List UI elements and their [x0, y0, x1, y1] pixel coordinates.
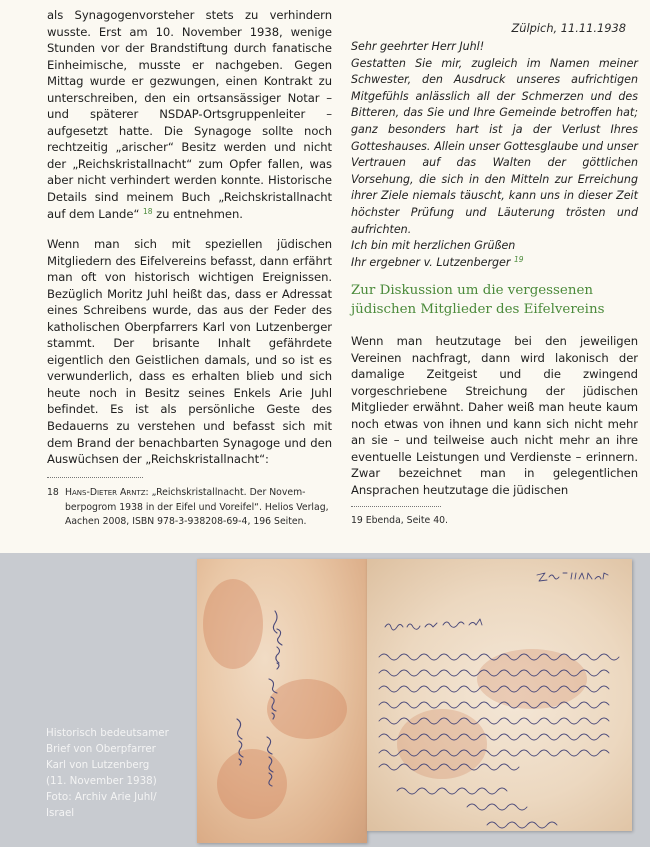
- caption-line: Foto: Archiv Arie Juhl/: [46, 791, 157, 803]
- footnote-ref-19[interactable]: 19: [513, 254, 524, 264]
- footnote-divider-left: [47, 477, 143, 478]
- envelope-handwriting: [197, 559, 367, 843]
- footnote-18: [47, 486, 337, 530]
- footnote-ref-18[interactable]: 18: [143, 206, 153, 216]
- caption-line: Brief von Oberpfarrer: [46, 743, 156, 755]
- footnote-number: 18: [47, 487, 59, 498]
- section-heading-line-1: Zur Diskussion um die vergessenen: [351, 283, 594, 298]
- letter-date: Zülpich, 11.11.1938: [511, 21, 626, 35]
- photo-caption: [46, 725, 196, 821]
- body-paragraph-2: Wenn man sich mit speziellen jüdischen Mitgliedern des Eifelvereins befasst, dann erfährt man oft von historisch wichtigen Ereignissen. Bezüglich Moritz Juhl heißt das, dass er Adressat eines Schreibens wurde, das aus der Feder des katholischen Oberpfarrers Karl von Lutzenberger stammt. Der brisante Inhalt gefährdete eigentlich den Geistlichen damals, und so ist es verwunderlich, dass es erhalten blieb und sich heute noch in Besitz seines Enkels Arie Juhl befindet. Es ist als persönliche Geste des Bedauerns zu verstehen und befasst sich mit dem Brand der benachbarten Synagoge und den Auswüchsen der „Reichskristallnacht“:: [47, 237, 332, 467]
- footnote-line-1: : „Reichskristallnacht. Der Novem-: [145, 487, 306, 498]
- caption-line: Karl von Lutzenberg: [46, 759, 150, 771]
- letter-salutation: Sehr geehrter Herr Juhl!: [351, 40, 485, 53]
- letter-signature-line: [351, 255, 638, 272]
- letter-body: Gestatten Sie mir, zugleich im Namen meiner Schwester, den Ausdruck unseres aufrichtigen Mitgefühls anlässlich all der Schmerzen und des Bitteren, das Sie und Ihre Gemeinde betroffen hat; ganz besonders hart ist ja der Verlust Ihres Gotteshauses. Allein unser Gottesglaube und unser Vertrauen auf das Walten der göttlichen Vorsehung, die sich in den Mitteln zur Erreichung ihrer Ziele niemals täuscht, kann uns in dieser Zeit höchster Prüfung und Läuterung trösten und aufrichten.: [351, 56, 638, 236]
- body-paragraph-3: Wenn man heutzutage bei den jeweiligen Vereinen nachfragt, dann wird lakonisch der damalige Zeitgeist und die zwingend vorgeschriebene Streichung der jüdischen Mitglieder erwähnt. Daher weiß man heute kaum noch etwas von ihnen und kann sich nicht mehr an sie – und teilweise auch nicht mehr an ihre eventuelle Leistungen und Verdienste – erinnern. Zwar bezeichnet man in gelegentlichen Ansprachen heutzutage die jüdischen: [351, 334, 638, 497]
- caption-line: Israel: [46, 807, 75, 819]
- handwritten-letter-photo: [367, 559, 632, 831]
- footnote-19: 19 Ebenda, Seite 40.: [351, 515, 448, 526]
- letter-quote: [351, 39, 638, 271]
- body-paragraph-1-tail: zu entnehmen.: [152, 206, 243, 221]
- caption-line: (11. November 1938): [46, 775, 157, 787]
- section-heading-line-2: jüdischen Mitglieder des Eifelvereins: [351, 301, 605, 317]
- section-heading: [351, 282, 638, 319]
- letter-signature: Ihr ergebner v. Lutzenberger: [351, 255, 511, 269]
- letter-closing: Ich bin mit herzlichen Grüßen: [351, 239, 516, 253]
- footnote-author: Hans-Dieter Arntz: [65, 487, 146, 498]
- caption-line: Historisch bedeutsamer: [46, 727, 169, 739]
- footnote-line-2: berpogrom 1938 in der Eifel und Voreifel“. Helios Verlag,: [65, 501, 329, 513]
- envelope-photo: [197, 559, 367, 843]
- footnote-divider-right: [351, 506, 441, 507]
- letter-handwriting: [367, 559, 632, 831]
- body-paragraph-1-text: als Synagogenvorsteher stets zu verhindern wusste. Erst am 10. November 1938, wenige Stunden vor der Brandstiftung durch fanatische Einheimische, musste er nachgeben. Gegen Mittag wurde er gezwungen, einen Kontrakt zu unterschreiben, den ein ortsansässiger Notar – und späterer NSDAP-Ortsgruppenleiter – aufgesetzt hatte. Die Synagoge sollte noch rechtzeitig „arischer“ Besitz werden und nicht der „Reichskristallnacht“ zum Opfer fallen, was aber nicht verhindert werden konnte. Historische Details sind meinem Buch „Reichskristallnacht auf dem Lande“: [47, 8, 332, 221]
- footnote-line-3: Aachen 2008, ISBN 978-3-938208-69-4, 196 Seiten.: [65, 516, 307, 528]
- body-paragraph-1: [47, 7, 332, 222]
